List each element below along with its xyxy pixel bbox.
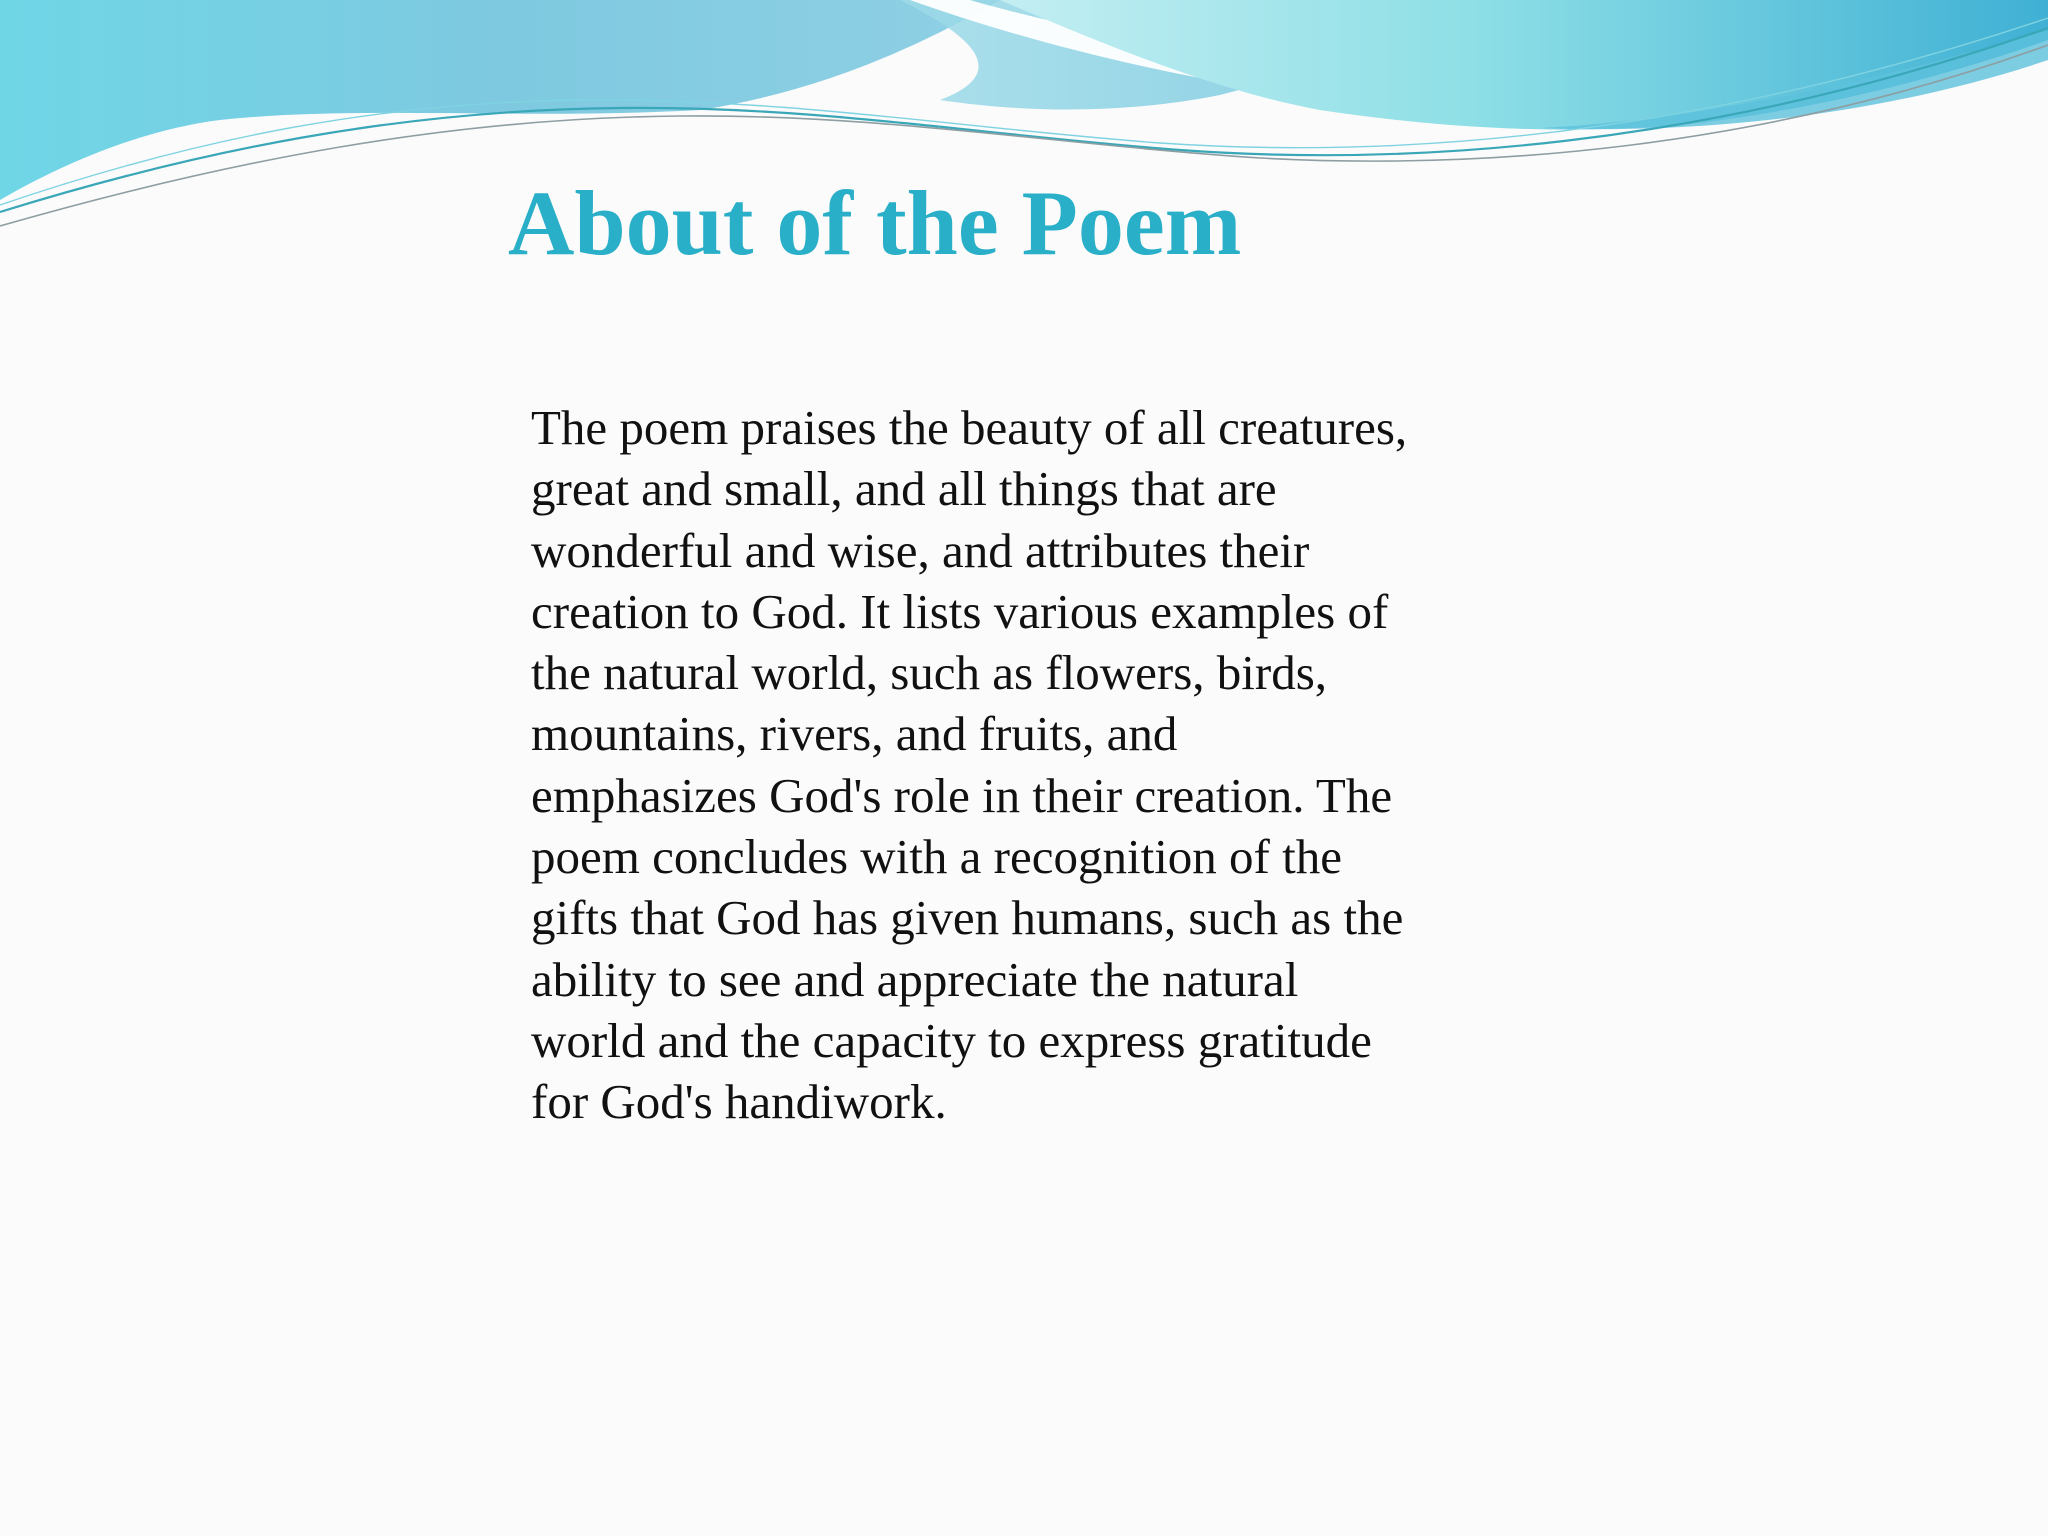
body-line: great and small, and all things that are bbox=[531, 461, 1277, 517]
body-line: The poem praises the beauty of all creatures, bbox=[531, 400, 1408, 455]
body-line: gifts that God has given humans, such as the bbox=[531, 890, 1404, 946]
body-line: the natural world, such as flowers, birds, bbox=[531, 645, 1328, 701]
body-line: ability to see and appreciate the natural bbox=[531, 951, 1299, 1007]
body-line: mountains, rivers, and fruits, and bbox=[531, 706, 1178, 762]
body-line: emphasizes God's role in their creation. The bbox=[531, 767, 1393, 823]
slide-title: About of the Poem bbox=[508, 172, 1242, 274]
body-line: for God's handiwork. bbox=[531, 1074, 947, 1130]
body-line: creation to God. It lists various examples of bbox=[531, 583, 1389, 639]
body-line: world and the capacity to express gratitude bbox=[531, 1012, 1372, 1068]
body-line: wonderful and wise, and attributes their bbox=[531, 522, 1310, 578]
body-paragraph bbox=[531, 397, 1541, 1133]
body-line: poem concludes with a recognition of the bbox=[531, 829, 1342, 885]
